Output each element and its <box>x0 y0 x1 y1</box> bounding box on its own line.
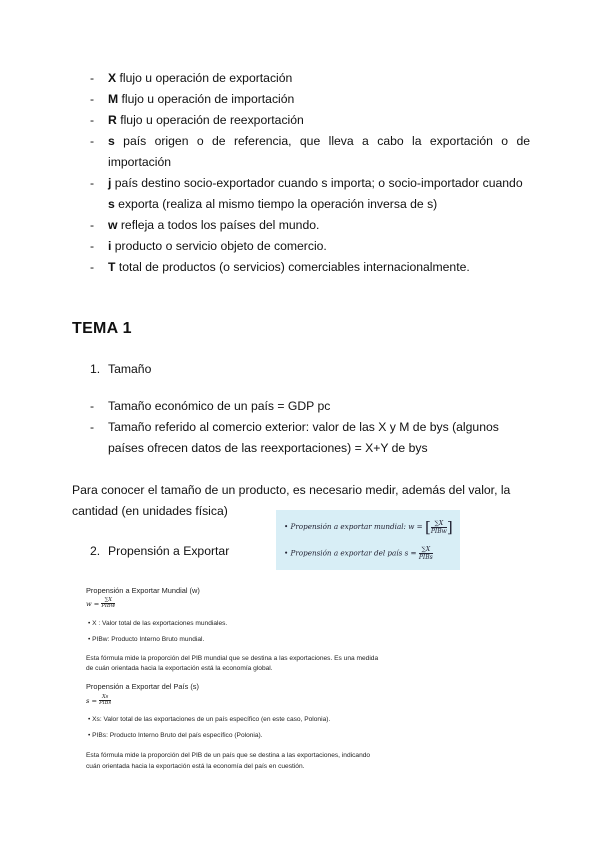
definition-text: exporta (realiza al mismo tiempo la operación inversa de s) <box>118 197 438 211</box>
size-list <box>90 396 510 459</box>
embedded-bullet: • PIBs: Producto Interno Bruto del país específico (Polonia). <box>88 732 263 739</box>
embedded-paragraph: cuán orientada hacia la exportación está la economía del país en cuestión. <box>86 763 305 770</box>
formula-country: • Propensión a exportar del país s = $\frac{\sum X}{\text{PIBs}}$ <box>284 546 433 561</box>
definition-term: M <box>108 92 119 106</box>
definition-term: T <box>108 260 116 274</box>
definition-text: país origen o de referencia, que lleva a cabo la exportación o de importación <box>108 134 530 169</box>
definition-term: s <box>108 134 115 148</box>
definition-item: - i producto o servicio objeto de comercio. <box>90 239 327 253</box>
definition-item: - R flujo u operación de reexportación <box>90 113 304 127</box>
definition-text: producto o servicio objeto de comercio. <box>114 239 327 253</box>
definition-text: refleja a todos los países del mundo. <box>120 218 320 232</box>
embedded-formula-image <box>86 584 406 784</box>
definition-text: flujo u operación de reexportación <box>120 113 304 127</box>
embedded-heading-world: Propensión a Exportar Mundial (w) <box>86 586 200 595</box>
definition-item: - X flujo u operación de exportación <box>90 71 293 85</box>
formula-box <box>276 510 460 570</box>
definition-term: j <box>108 176 112 190</box>
embedded-formula-country: s = $\frac{Xs}{\text{PIBs}}$ <box>86 694 112 707</box>
embedded-bullet: • PIBw: Producto Interno Bruto mundial. <box>88 636 205 643</box>
formula-world: • Propensión a exportar mundial: w = [ $\frac{\sum X}{\text{PIBw}}$ ] <box>284 518 453 536</box>
embedded-formula-world: w = $\frac{\sum X}{\text{PIBw}}$ <box>86 597 116 610</box>
embedded-bullet: • Xs: Valor total de las exportaciones de un país específico (en este caso, Polonia). <box>88 716 331 723</box>
definitions-list <box>90 68 530 278</box>
paragraph: Para conocer el tamaño de un producto, es necesario medir, además del valor, la cantidad (en unidades física) <box>72 483 511 518</box>
list-item: - Tamaño referido al comercio exterior: valor de las X y M de bys (algunos países ofrecen datos de las reexportaciones) = X+Y de bys <box>90 420 499 455</box>
definition-item: - T total de productos (o servicios) comerciables internacionalmente. <box>90 260 470 274</box>
embedded-paragraph: Esta fórmula mide la proporción del PIB de un país que se destina a las exportaciones, indicando <box>86 752 371 759</box>
embedded-bullet: • X : Valor total de las exportaciones mundiales. <box>88 620 228 627</box>
definition-term: i <box>108 239 112 253</box>
definition-term: s <box>108 197 115 211</box>
definition-term: X <box>108 71 117 85</box>
definition-item: - s país origen o de referencia, que lleva a cabo la exportación o de importación <box>90 134 530 169</box>
definition-term: w <box>108 218 118 232</box>
embedded-paragraph: de cuán orientada hacia la exportación está la economía global. <box>86 665 273 672</box>
definition-item: - w refleja a todos los países del mundo. <box>90 218 320 232</box>
numbered-heading-1: 1. Tamaño <box>90 362 152 376</box>
embedded-heading-country: Propensión a Exportar del País (s) <box>86 682 199 691</box>
definition-item: - j país destino socio-exportador cuando s importa; o socio-importador cuando s exporta (realiza al mismo tiempo la operación inversa de s) <box>90 176 523 211</box>
section-heading: TEMA 1 <box>72 320 132 337</box>
embedded-paragraph: Esta fórmula mide la proporción del PIB mundial que se destina a las exportaciones. Es una medida <box>86 655 379 662</box>
definition-term: R <box>108 113 117 127</box>
definition-text: flujo u operación de importación <box>121 92 295 106</box>
list-item: - Tamaño económico de un país = GDP pc <box>90 399 331 413</box>
definition-text: país destino socio-exportador cuando s importa; o socio-importador cuando <box>114 176 523 190</box>
definition-item: - M flujo u operación de importación <box>90 92 295 106</box>
numbered-heading-2: 2. Propensión a Exportar <box>90 544 230 558</box>
definition-text: total de productos (o servicios) comerciables internacionalmente. <box>118 260 470 274</box>
definition-text: flujo u operación de exportación <box>119 71 293 85</box>
